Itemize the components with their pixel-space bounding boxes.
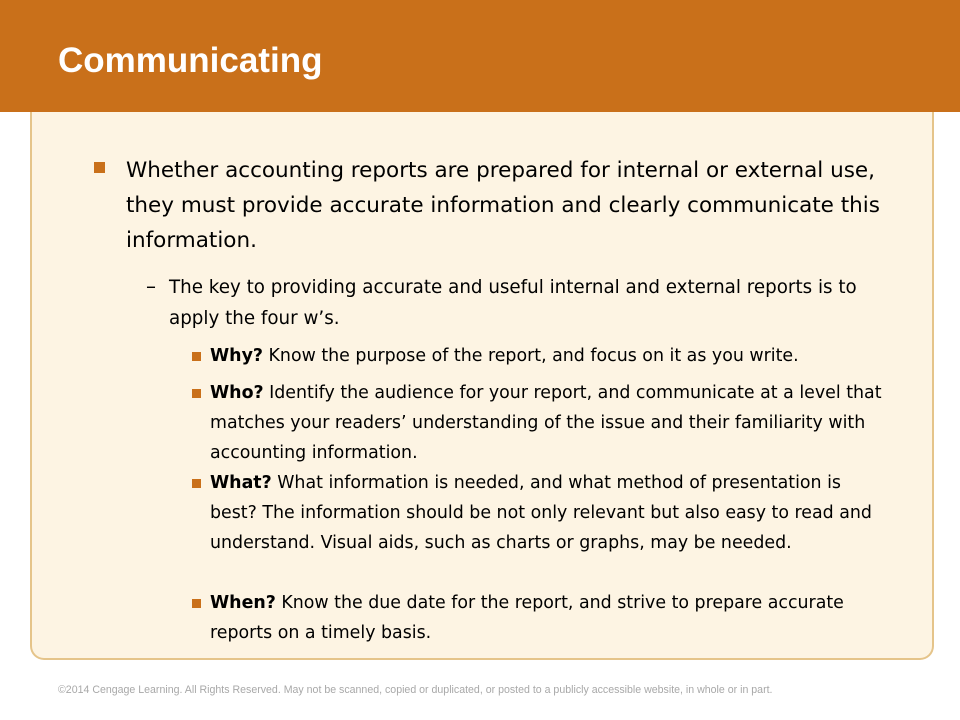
what-bullet	[210, 468, 890, 558]
who-text: Identify the audience for your report, and communicate at a level that matches your readers’ understanding of the issue and their familiarity with accounting information.	[210, 383, 882, 463]
why-text: Know the purpose of the report, and focus on it as you write.	[263, 346, 799, 366]
who-bullet	[210, 378, 890, 468]
dash-bullet-icon: –	[146, 274, 156, 298]
why-bullet	[210, 341, 890, 371]
slide-title: Communicating	[58, 41, 323, 80]
sub-bullet-text: The key to providing accurate and useful internal and external reports is to apply the four w’s.	[169, 277, 857, 329]
square-bullet-icon	[192, 389, 202, 399]
what-text: What information is needed, and what method of presentation is best? The information should be not only relevant but also easy to read and understand. Visual aids, such as charts or graphs, may be needed.	[210, 473, 872, 553]
why-label: Why?	[210, 346, 263, 366]
when-bullet	[210, 588, 890, 648]
copyright-notice: ©2014 Cengage Learning. All Rights Reserved. May not be scanned, copied or duplicated, or posted to a publicly accessible website, in whole or in part.	[58, 684, 773, 696]
square-bullet-icon	[192, 352, 202, 362]
square-bullet-icon	[192, 479, 202, 489]
when-label: When?	[210, 593, 276, 613]
main-bullet-text: Whether accounting reports are prepared for internal or external use, they must provide accurate information and clearly communicate this information.	[126, 158, 880, 253]
square-bullet-icon	[94, 162, 106, 174]
who-label: Who?	[210, 383, 264, 403]
when-text: Know the due date for the report, and strive to prepare accurate reports on a timely basis.	[210, 593, 844, 643]
square-bullet-icon	[192, 599, 202, 609]
what-label: What?	[210, 473, 272, 493]
